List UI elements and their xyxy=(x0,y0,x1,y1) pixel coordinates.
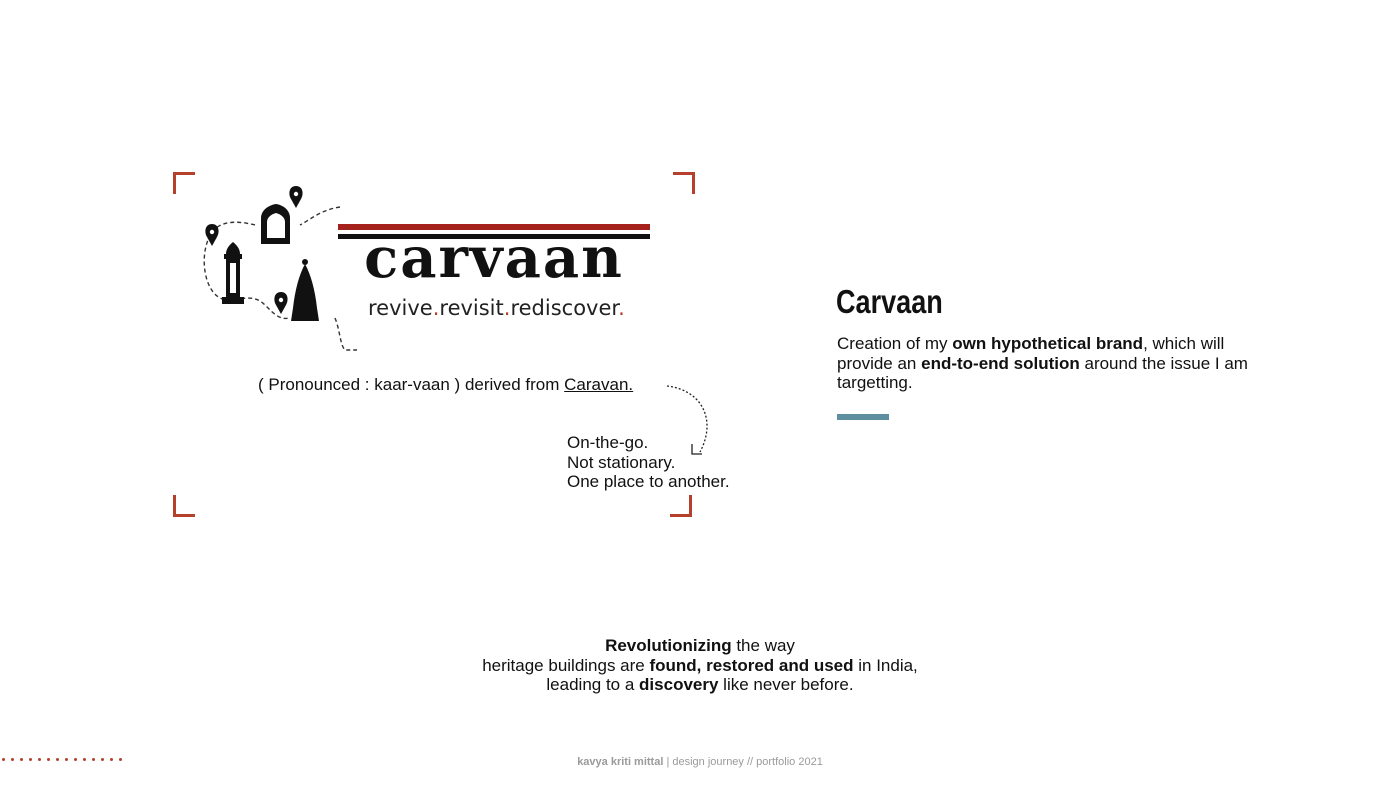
statement-text: leading to a xyxy=(546,675,640,694)
pronunciation-note xyxy=(258,375,698,395)
frame-corner-bottom-left xyxy=(173,495,195,517)
tagline-dot: . xyxy=(503,296,511,320)
brand-description xyxy=(837,334,1257,393)
footer-text: | design journey // portfolio 2021 xyxy=(663,756,823,768)
statement-line xyxy=(400,636,1000,656)
statement-emphasis: found, restored and used xyxy=(649,655,854,675)
brand-title: Carvaan xyxy=(836,283,943,320)
statement-text: heritage buildings are xyxy=(482,655,650,675)
decorative-dot-row xyxy=(2,758,122,761)
meaning-line: On-the-go. xyxy=(567,433,649,452)
desc-emphasis: end-to-end solution xyxy=(921,353,1080,373)
tagline-word: revive xyxy=(368,296,433,320)
meaning-list xyxy=(567,433,767,492)
desc-text: Creation of my xyxy=(837,334,953,353)
logo-wordmark xyxy=(338,218,650,291)
footer-author: kavya kriti mittal xyxy=(577,756,664,768)
statement-line xyxy=(400,675,1000,695)
pronunciation-prefix: ( Pronounced : kaar-vaan ) derived from xyxy=(258,375,565,394)
tagline-word: revisit xyxy=(439,296,504,320)
tagline-word: rediscover xyxy=(510,296,619,320)
statement-text: in India, xyxy=(853,655,918,675)
tagline-dot: . xyxy=(432,296,440,320)
statement-emphasis: Revolutionizing xyxy=(605,636,732,655)
logo-text: carvaan xyxy=(364,225,624,291)
minaret-tower-icon xyxy=(222,242,244,304)
accent-divider xyxy=(837,414,889,420)
statement-text: the way xyxy=(731,636,795,655)
frame-corner-top-left xyxy=(173,172,195,194)
desc-text: around the issue I am targetting. xyxy=(837,353,1248,392)
frame-corner-bottom-right xyxy=(670,495,692,517)
location-pin-icon xyxy=(274,292,287,314)
pronunciation-origin-word: Caravan. xyxy=(564,375,634,394)
temple-shikhara-icon xyxy=(291,259,319,321)
meaning-line: Not stationary. xyxy=(567,452,676,472)
logo-tagline xyxy=(368,296,638,320)
desc-text: , which will provide an xyxy=(837,334,1225,373)
location-pin-icon xyxy=(289,186,302,208)
footer-credit xyxy=(400,756,1000,768)
tagline-dot: . xyxy=(618,296,625,320)
arch-window-icon xyxy=(261,204,290,244)
mission-statement xyxy=(400,636,1000,695)
desc-emphasis: own hypothetical brand xyxy=(952,334,1144,353)
meaning-line: One place to another. xyxy=(567,472,730,491)
statement-text: like never before. xyxy=(718,675,854,694)
statement-emphasis: discovery xyxy=(639,675,719,694)
statement-line xyxy=(400,656,1000,676)
frame-corner-top-right xyxy=(673,172,695,194)
